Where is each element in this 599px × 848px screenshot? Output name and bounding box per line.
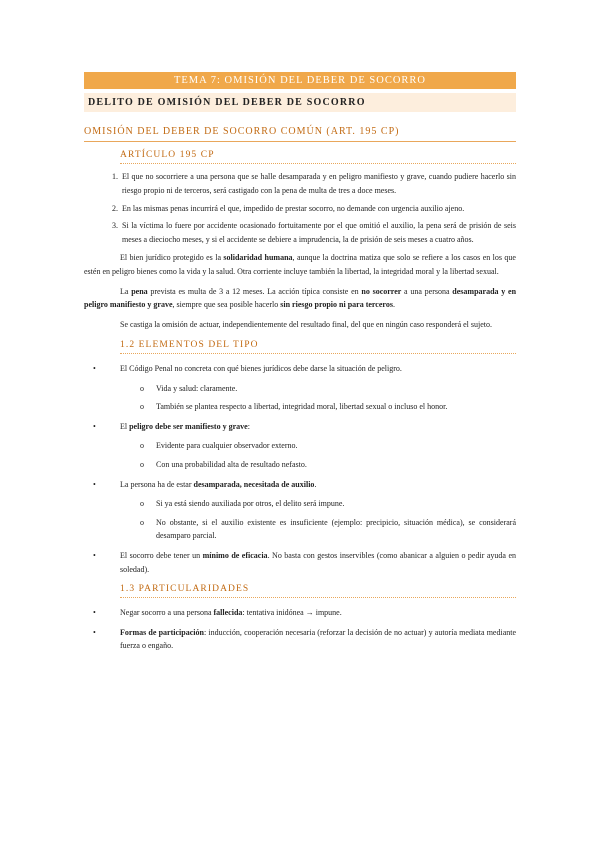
text: Con una probabilidad alta de resultado nefasto.: [156, 459, 307, 469]
text: : tentativa inidónea → impune.: [242, 608, 342, 618]
bold-text: desamparada, necesitada de auxilio: [193, 479, 315, 489]
bold-text: peligro debe ser manifiesto y grave: [129, 421, 248, 431]
text: El: [120, 421, 130, 431]
bullet-icon: •: [93, 363, 96, 373]
text: El bien jurídico protegido es la: [120, 252, 224, 262]
bold-text: Formas de participación: [120, 627, 204, 637]
text: , aunque la doctrina matiza que solo se refiere a los casos en los que estén en peligro bienes como la vida y la salud. Otra corriente incluye también la libertad, la integridad moral y la libertad sexual.: [84, 252, 516, 276]
sub-list-item: [84, 439, 516, 453]
elements-list: [84, 362, 516, 576]
article-item: 1. El que no socorriere a una persona que se halle desamparada y en peligro manifiesto y grave, cuando pudiere hacerlo sin riesgo propio ni de terceros, será castigado con la pena de multa de tres a doce meses.: [120, 170, 516, 198]
article-item: 3. Si la víctima lo fuere por accidente ocasionado fortuitamente por el que omitió el auxilio, la pena será de prisión de seis meses a dieciocho meses, y si el accidente se debiere a imprudencia, la de prisión de seis meses a cuatro años.: [120, 219, 516, 247]
bullet-icon: •: [93, 479, 96, 489]
bullet-icon: •: [93, 421, 96, 431]
paragraph-bien-juridico: [84, 251, 516, 279]
list-item: [84, 362, 516, 414]
paragraph-pena: [84, 285, 516, 313]
heading-elements: 1.2 ELEMENTOS DEL TIPO: [120, 340, 516, 354]
chapter-banner: TEMA 7: OMISIÓN DEL DEBER DE SOCORRO: [84, 72, 516, 89]
section-title: DELITO DE OMISIÓN DEL DEBER DE SOCORRO: [84, 93, 516, 112]
sub-list-item: [84, 400, 516, 414]
list-item: [84, 626, 516, 653]
text: Si ya está siendo auxiliada por otros, el delito será impune.: [156, 499, 345, 509]
text: El socorro debe tener un: [120, 550, 203, 560]
text: También se plantea respecto a libertad, integridad moral, libertad sexual o incluso el honor.: [156, 402, 448, 412]
text: :: [247, 421, 250, 431]
sub-bullet-icon: o: [140, 499, 144, 509]
sub-bullet-icon: o: [140, 402, 144, 412]
heading-common: OMISIÓN DEL DEBER DE SOCORRO COMÚN (ART. 195 CP): [84, 126, 516, 142]
particular-list: [84, 606, 516, 653]
sub-list: [120, 382, 516, 414]
text: .: [392, 300, 395, 310]
bold-text: mínimo de eficacia: [202, 550, 268, 560]
text: La: [120, 286, 132, 296]
paragraph-omision: Se castiga la omisión de actuar, independientemente del resultado final, del que en ningún caso responderá el sujeto.: [120, 320, 492, 330]
bold-text: solidaridad humana: [223, 252, 293, 262]
sub-list-item: [84, 516, 516, 543]
text: .: [314, 479, 317, 489]
list-item: [84, 606, 516, 620]
text: a una persona: [401, 286, 453, 296]
list-item: [84, 420, 516, 472]
list-item: [84, 549, 516, 576]
bullet-icon: •: [93, 550, 96, 560]
text: Negar socorro a una persona: [120, 608, 214, 618]
text: El Código Penal no concreta con qué bienes jurídicos debe darse la situación de peligro.: [120, 363, 402, 373]
sub-list-item: [84, 382, 516, 396]
list-item: [84, 478, 516, 543]
text: Vida y salud: claramente.: [156, 383, 238, 393]
sub-bullet-icon: o: [140, 517, 144, 527]
sub-bullet-icon: o: [140, 459, 144, 469]
sub-list-item: [84, 497, 516, 511]
article-item: 2. En las mismas penas incurrirá el que, impedido de prestar socorro, no demande con urgencia auxilio ajeno.: [120, 202, 516, 216]
article-list: [84, 170, 516, 247]
text: No obstante, si el auxilio existente es insuficiente (ejemplo: precipicio, situación médica), se considerará desamparo parcial.: [156, 517, 516, 541]
bold-text: sin riesgo propio ni para terceros: [280, 300, 393, 310]
document-page: [84, 70, 516, 659]
text: , siempre que sea posible hacerlo: [172, 300, 281, 310]
sub-list-item: [84, 458, 516, 472]
text: . No basta con gestos inservibles (como abanicar a alguien o pedir ayuda en soledad).: [120, 550, 516, 574]
text: prevista es multa de 3 a 12 meses. La acción típica consiste en: [147, 286, 362, 296]
heading-article: ARTÍCULO 195 CP: [120, 150, 516, 164]
bold-text: no socorrer: [361, 286, 402, 296]
bold-text: fallecida: [213, 608, 243, 618]
bullet-icon: •: [93, 627, 96, 637]
heading-particular: 1.3 PARTICULARIDADES: [120, 584, 516, 598]
sub-list: [120, 497, 516, 543]
sub-list: [120, 439, 516, 471]
bold-text: pena: [131, 286, 148, 296]
sub-bullet-icon: o: [140, 441, 144, 451]
bullet-icon: •: [93, 608, 96, 618]
text: : inducción, cooperación necesaria (reforzar la decisión de no actuar) y autoría mediata mediante fuerza o engaño.: [120, 627, 517, 651]
bold-text: desamparada y en peligro manifiesto y grave: [84, 286, 517, 310]
sub-bullet-icon: o: [140, 383, 144, 393]
text: Evidente para cualquier observador externo.: [156, 441, 298, 451]
text: La persona ha de estar: [120, 479, 194, 489]
